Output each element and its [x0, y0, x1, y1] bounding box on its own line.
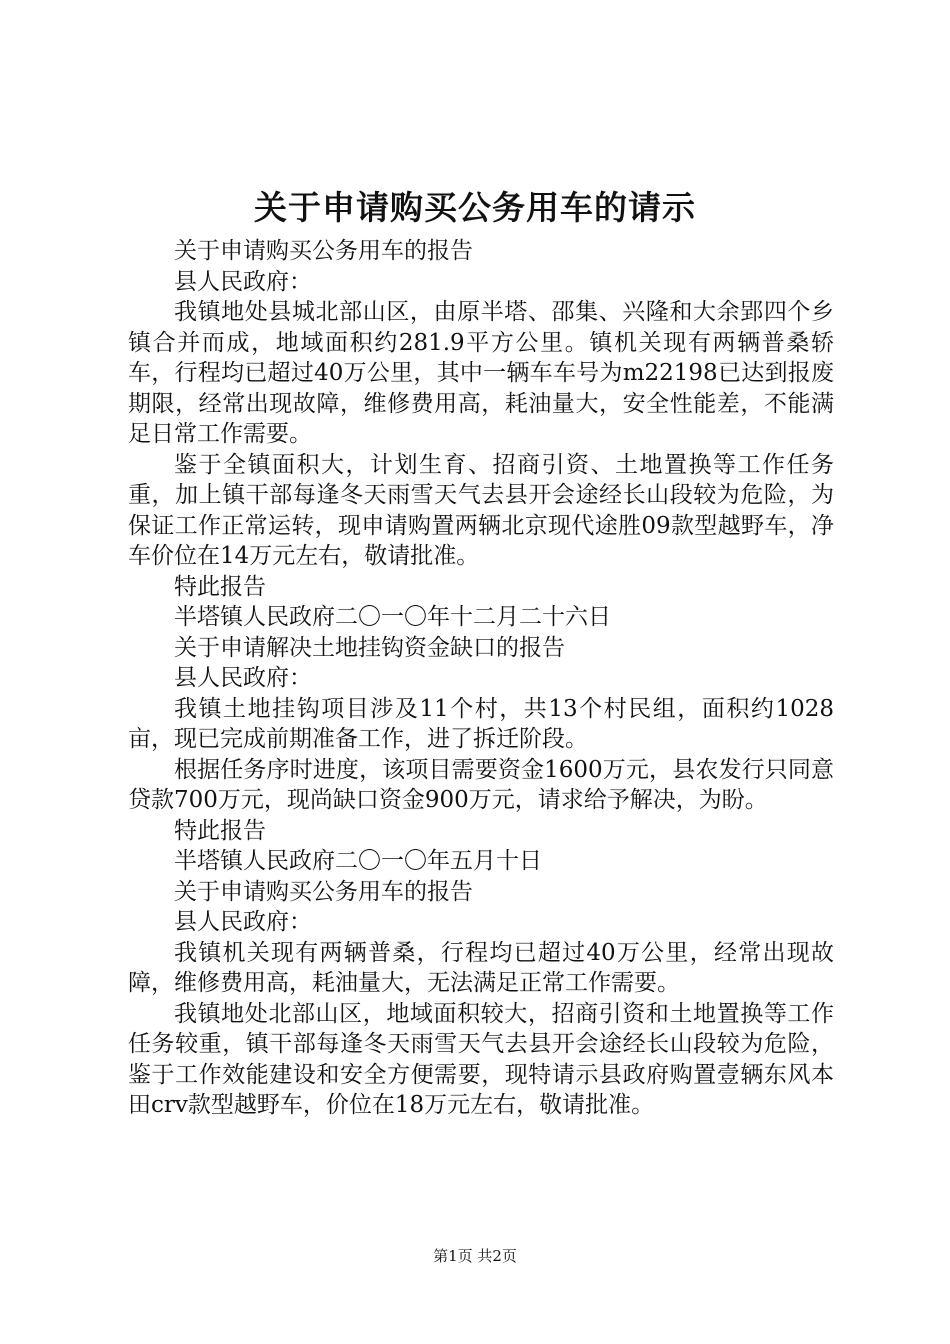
body-paragraph: 鉴于全镇面积大，计划生育、招商引资、土地置换等工作任务重，加上镇干部每逢冬天雨雪天气去县开会途经长山段较为危险，为保证工作正常运转，现申请购置两辆北京现代途胜09款型越野车，净车价位在14万元左右，敬请批准。 [128, 451, 834, 569]
addressee: 县人民政府： [174, 268, 312, 295]
document-body [128, 236, 834, 1121]
signature-date: 半塔镇人民政府二〇一〇年五月十日 [174, 848, 542, 874]
body-paragraph: 根据任务序时进度，该项目需要资金1600万元，县农发行只同意贷款700万元，现尚缺口资金900万元，请求给予解决，为盼。 [128, 756, 834, 813]
closing-line: 特此报告 [174, 817, 266, 844]
addressee: 县人民政府： [174, 909, 312, 935]
body-paragraph: 我镇土地挂钩项目涉及11个村，共13个村民组，面积约1028亩，现已完成前期准备工作，进了拆迁阶段。 [128, 695, 834, 752]
signature-date: 半塔镇人民政府二〇一〇年十二月二十六日 [174, 604, 611, 630]
addressee: 县人民政府： [174, 665, 312, 691]
body-paragraph: 我镇机关现有两辆普桑，行程均已超过40万公里，经常出现故障，维修费用高，耗油量大，无法满足正常工作需要。 [128, 939, 834, 996]
document-title: 关于申请购买公务用车的请示 [254, 188, 696, 227]
body-paragraph: 我镇地处县城北部山区，由原半塔、邵集、兴隆和大余郢四个乡镇合并而成，地域面积约281.9平方公里。镇机关现有两辆普桑轿车，行程均已超过40万公里，其中一辆车车号为m22198已达到报废期限，经常出现故障，维修费用高，耗油量大，安全性能差，不能满足日常工作需要。 [128, 299, 834, 447]
report-heading: 关于申请购买公务用车的报告 [174, 878, 473, 905]
page-footer: 第1页 共2页 [433, 1247, 517, 1265]
closing-line: 特此报告 [174, 573, 266, 600]
report-heading: 关于申请购买公务用车的报告 [174, 238, 473, 264]
body-paragraph: 我镇地处北部山区，地域面积较大，招商引资和土地置换等工作任务较重，镇干部每逢冬天雨雪天气去县开会途经长山段较为危险，鉴于工作效能建设和安全方便需要，现特请示县政府购置壹辆东风本田crv款型越野车，价位在18万元左右，敬请批准。 [128, 1000, 834, 1118]
report-heading: 关于申请解决土地挂钩资金缺口的报告 [174, 634, 565, 661]
